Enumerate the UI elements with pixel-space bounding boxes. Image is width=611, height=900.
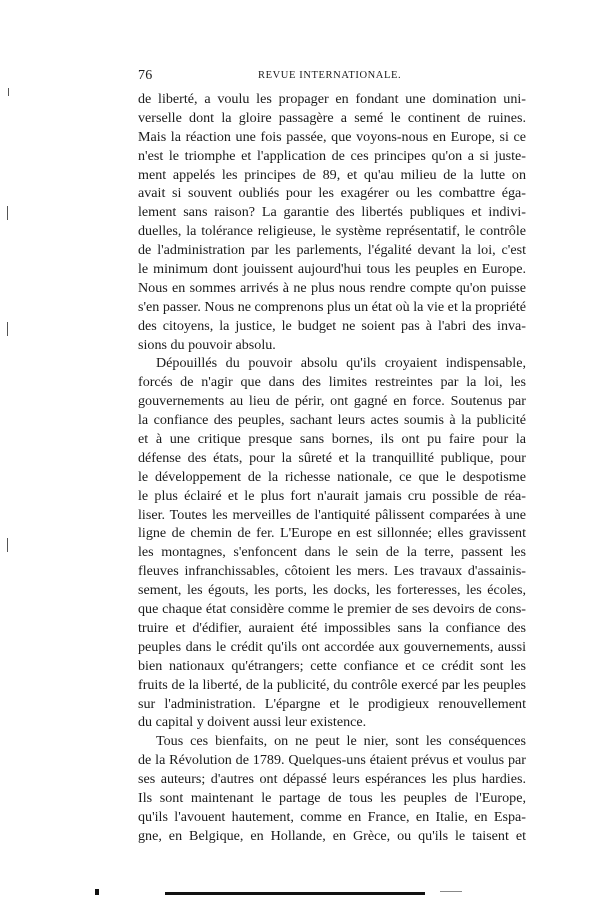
text-line: et à une critique presque sans bornes, ils ont pu faire pour la [138, 431, 526, 448]
text-line: Mais la réaction une fois passée, que voyons-nous en Europe, si ce [138, 128, 526, 145]
text-line: s'en passer. Nous ne comprenons plus un état où la vie et la propriété [138, 298, 526, 315]
body-text [138, 90, 526, 846]
text-line: du capital y doivent aussi leur existence. [138, 714, 367, 731]
text-line: duelles, la tolérance religieuse, le système représentatif, le contrôle [138, 223, 526, 240]
text-line: Dépouillés du pouvoir absolu qu'ils croyaient indispensable, [156, 355, 526, 372]
text-line: forcés de n'agir que dans des limites restreintes par la loi, les [138, 374, 526, 391]
text-line: le développement de la richesse nationale, ce que le despotisme [138, 468, 526, 485]
text-line: fruits de la liberté, de la publicité, du contrôle exercé par les peuples [138, 676, 526, 693]
text-line: lement sans raison? La garantie des libertés publiques et indivi- [138, 204, 526, 221]
text-line: de l'administration par les parlements, l'égalité devant la loi, c'est [138, 242, 526, 259]
text-line: sur l'administration. L'épargne et le prodigieux renouvellement [138, 695, 526, 712]
running-title: REVUE INTERNATIONALE. [258, 70, 402, 81]
scan-bottom-bar [95, 889, 99, 895]
text-line: ses auteurs; d'autres ont dépassé leurs espérances les plus hardies. [138, 771, 526, 788]
scan-bottom-bar [165, 892, 425, 895]
text-line: gne, en Belgique, en Hollande, en Grèce, ou qu'ils le taisent et [138, 827, 526, 844]
text-line: sions du pouvoir absolu. [138, 336, 276, 353]
text-line: Tous ces bienfaits, on ne peut le nier, sont les conséquences [156, 733, 526, 750]
text-line: gouvernements au lieu de périr, ont gagné en force. Soutenus par [138, 393, 526, 410]
scan-edge-mark [7, 322, 8, 336]
text-line: sement, les égouts, les ports, les docks, les forteresses, les écoles, [138, 582, 526, 599]
text-line: peuples dans le crédit qu'ils ont accordée aux gouvernements, aussi [138, 638, 526, 655]
text-line: Nous en sommes arrivés à ne plus nous rendre compte qu'on puisse [138, 279, 526, 296]
text-line: n'est le triomphe et l'application de ces principes qu'on a si juste- [138, 147, 526, 164]
text-line: fleuves infranchissables, côtoient les mers. Les travaux d'assainis- [138, 563, 526, 580]
text-line: truire et d'édifier, auraient été impossibles sans la confiance des [138, 619, 526, 636]
scan-edge-mark [7, 538, 8, 552]
page-number: 76 [138, 68, 153, 83]
text-line: verselle dont la gloire passagère a semé le continent de ruines. [138, 109, 526, 126]
text-line: le plus éclairé et le plus fort n'aurait jamais cru possible de réa- [138, 487, 526, 504]
text-line: que chaque état considère comme le premier de ses devoirs de cons- [138, 601, 526, 618]
text-line: la confiance des peuples, sachant leurs actes soumis à la publicité [138, 412, 526, 429]
scan-edge-mark [8, 88, 9, 96]
text-line: ligne de chemin de fer. L'Europe en est sillonnée; elles gravissent [138, 525, 526, 542]
scan-bottom-bar [440, 891, 462, 892]
text-line: liser. Toutes les merveilles de l'antiquité pâlissent comparées à une [138, 506, 526, 523]
text-line: les montagnes, s'enfoncent dans le sein de la terre, passent les [138, 544, 526, 561]
scan-edge-mark [7, 206, 8, 220]
text-line: avait si souvent oubliés pour les exagérer ou les combattre éga- [138, 185, 526, 202]
text-line: défense des états, pour la sûreté et la tranquillité publique, pour [138, 449, 526, 466]
text-line: qu'ils l'avouent hautement, comme en France, en Italie, en Espa- [138, 808, 526, 825]
text-line: de la Révolution de 1789. Quelques-uns étaient prévus et voulus par [138, 752, 526, 769]
text-line: bien nationaux qu'étrangers; cette confiance et ce crédit sont les [138, 657, 526, 674]
text-line: le minimum dont jouissent aujourd'hui tous les peuples en Europe. [138, 261, 526, 278]
text-line: Ils sont maintenant le partage de tous les peuples de l'Europe, [138, 789, 526, 806]
text-line: ment appelés les principes de 89, et qu'au milieu de la lutte on [138, 166, 526, 183]
text-line: de liberté, a voulu les propager en fondant une domination uni- [138, 91, 526, 107]
text-line: des citoyens, la justice, le budget ne soient pas à l'abri des inva- [138, 317, 526, 334]
page-header [138, 68, 526, 86]
